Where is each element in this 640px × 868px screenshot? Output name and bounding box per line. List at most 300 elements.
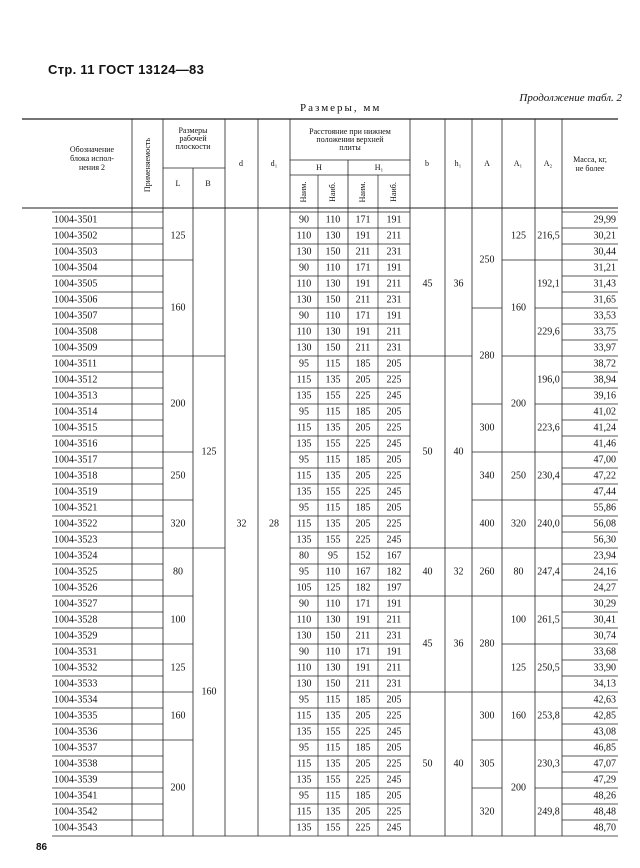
designation-cell: 1004-3541	[54, 790, 98, 802]
designation-cell: 1004-3513	[54, 390, 98, 402]
sizes-caption: Размеры, мм	[300, 102, 382, 114]
h1-max-cell: 245	[386, 534, 402, 546]
h1-max-cell: 245	[386, 390, 402, 402]
d-header: d	[239, 158, 243, 168]
mass-cell: 30,29	[593, 598, 616, 610]
L-value: 250	[170, 470, 186, 482]
h1-max-cell: 225	[386, 806, 402, 818]
h1-max-cell: 182	[386, 566, 402, 578]
work-surface-header: Размеры	[178, 125, 208, 135]
h-min-cell: 130	[296, 342, 312, 354]
max-header: Наиб.	[327, 182, 337, 202]
H1-header: H₁	[374, 162, 384, 172]
h1-min-cell: 211	[355, 294, 371, 306]
h1-max-cell: 225	[386, 518, 402, 530]
h1-min-cell: 191	[355, 662, 371, 674]
mass-cell: 31,21	[593, 262, 616, 274]
h1-min-cell: 185	[355, 742, 371, 754]
h-min-cell: 90	[299, 310, 309, 322]
h-max-cell: 95	[328, 550, 338, 562]
designation-cell: 1004-3511	[54, 358, 97, 370]
h1-min-cell: 185	[355, 358, 371, 370]
h-max-cell: 155	[325, 390, 341, 402]
h-min-cell: 115	[296, 710, 312, 722]
mass-cell: 42,63	[593, 694, 616, 706]
h-max-cell: 150	[325, 678, 341, 690]
A-value: 280	[479, 638, 495, 650]
h-max-cell: 115	[325, 790, 341, 802]
designation-cell: 1004-3501	[54, 214, 98, 226]
A-value: 300	[479, 422, 495, 434]
designation-cell: 1004-3505	[54, 278, 98, 290]
h1-max-cell: 205	[386, 454, 402, 466]
A-value: 300	[479, 710, 495, 722]
h1-min-cell: 152	[355, 550, 371, 562]
h-max-cell: 135	[325, 422, 341, 434]
h-max-cell: 110	[325, 214, 341, 226]
h-min-cell: 135	[296, 534, 312, 546]
h1-max-cell: 211	[386, 662, 402, 674]
h1-max-cell: 225	[386, 374, 402, 386]
A2-value: 196,0	[537, 374, 560, 386]
B-value: 125	[201, 446, 217, 458]
A2-header: A₂	[543, 158, 553, 168]
h1-value: 32	[453, 566, 464, 578]
designation-cell: 1004-3514	[54, 406, 98, 418]
h1-max-cell: 197	[386, 582, 402, 594]
min-header: Наим.	[357, 181, 367, 203]
h1-max-cell: 211	[386, 326, 402, 338]
h1-max-cell: 191	[386, 214, 402, 226]
h1-min-cell: 205	[355, 518, 371, 530]
designation-cell: 1004-3522	[54, 518, 98, 530]
mass-cell: 33,90	[593, 662, 616, 674]
A1-value: 200	[511, 398, 526, 410]
h1-min-cell: 211	[355, 678, 371, 690]
h1-min-cell: 185	[355, 502, 371, 514]
h-min-cell: 130	[296, 630, 312, 642]
work-surface-header: рабочей	[179, 133, 207, 143]
h-min-cell: 95	[299, 566, 309, 578]
A1-value: 320	[511, 518, 526, 530]
h-min-cell: 115	[296, 470, 312, 482]
h-max-cell: 110	[325, 598, 341, 610]
h-min-cell: 135	[296, 390, 312, 402]
mass-header: не более	[575, 163, 605, 173]
mass-cell: 38,94	[593, 374, 616, 386]
h-min-cell: 110	[296, 230, 312, 242]
h-min-cell: 135	[296, 726, 312, 738]
h-max-cell: 150	[325, 342, 341, 354]
designation-cell: 1004-3518	[54, 470, 98, 482]
A1-value: 100	[511, 614, 526, 626]
h1-max-cell: 231	[386, 342, 402, 354]
A2-value: 261,5	[537, 614, 560, 626]
h1-max-cell: 205	[386, 742, 402, 754]
h-max-cell: 115	[325, 358, 341, 370]
mass-cell: 33,68	[593, 646, 616, 658]
h-max-cell: 115	[325, 406, 341, 418]
h-max-cell: 115	[325, 742, 341, 754]
h1-min-cell: 211	[355, 630, 371, 642]
designation-cell: 1004-3515	[54, 422, 98, 434]
h1-max-cell: 211	[386, 230, 402, 242]
b-value: 45	[422, 278, 433, 290]
h1-max-cell: 211	[386, 278, 402, 290]
L-value: 100	[170, 614, 186, 626]
h-min-cell: 95	[299, 502, 309, 514]
h1-max-cell: 205	[386, 406, 402, 418]
h1-max-cell: 205	[386, 790, 402, 802]
h1-max-cell: 205	[386, 502, 402, 514]
h-min-cell: 95	[299, 742, 309, 754]
h1-max-cell: 211	[386, 614, 402, 626]
designation-header: блока испол-	[70, 153, 114, 163]
mass-cell: 30,74	[593, 630, 616, 642]
h1-max-cell: 231	[386, 294, 402, 306]
h-max-cell: 135	[325, 710, 341, 722]
designation-cell: 1004-3528	[54, 614, 98, 626]
h1-max-cell: 225	[386, 422, 402, 434]
h1-min-cell: 185	[355, 790, 371, 802]
h1-min-cell: 205	[355, 806, 371, 818]
mass-cell: 23,94	[593, 550, 616, 562]
designation-cell: 1004-3507	[54, 310, 98, 322]
designation-cell: 1004-3535	[54, 710, 98, 722]
L-value: 160	[170, 302, 186, 314]
h-min-cell: 115	[296, 518, 312, 530]
applicability-header: Применяемость	[142, 137, 152, 193]
h1-min-cell: 225	[355, 390, 371, 402]
h-max-cell: 150	[325, 294, 341, 306]
designation-cell: 1004-3502	[54, 230, 98, 242]
h-max-cell: 130	[325, 614, 341, 626]
h1-max-cell: 205	[386, 358, 402, 370]
h1-max-cell: 245	[386, 822, 402, 834]
h-min-cell: 130	[296, 246, 312, 258]
h-max-cell: 110	[325, 262, 341, 274]
h1-min-cell: 167	[355, 566, 371, 578]
h-min-cell: 95	[299, 454, 309, 466]
L-value: 160	[170, 710, 186, 722]
designation-cell: 1004-3509	[54, 342, 98, 354]
h1-min-cell: 171	[355, 646, 371, 658]
mass-cell: 33,53	[593, 310, 616, 322]
h1-header: h₁	[454, 158, 462, 168]
h-min-cell: 135	[296, 438, 312, 450]
designation-cell: 1004-3503	[54, 246, 98, 258]
h1-min-cell: 225	[355, 822, 371, 834]
designation-cell: 1004-3516	[54, 438, 98, 450]
h-max-cell: 155	[325, 438, 341, 450]
h1-max-cell: 191	[386, 262, 402, 274]
A-value: 280	[479, 350, 495, 362]
h-min-cell: 90	[299, 214, 309, 226]
mass-cell: 41,24	[593, 422, 616, 434]
mass-cell: 31,43	[593, 278, 616, 290]
h1-max-cell: 225	[386, 758, 402, 770]
A2-value: 247,4	[537, 566, 560, 578]
distance-header: Расстояние при нижнем	[309, 126, 391, 136]
A2-value: 192,1	[537, 278, 560, 290]
h-min-cell: 135	[296, 774, 312, 786]
L-value: 80	[173, 566, 183, 578]
mass-cell: 41,46	[593, 438, 616, 450]
designation-header: нения 2	[78, 162, 106, 172]
h1-max-cell: 245	[386, 726, 402, 738]
mass-cell: 24,16	[593, 566, 616, 578]
mass-cell: 30,44	[593, 246, 616, 258]
mass-cell: 47,44	[593, 486, 616, 498]
h1-max-cell: 245	[386, 774, 402, 786]
h1-max-cell: 245	[386, 438, 402, 450]
page-header: Стр. 11 ГОСТ 13124—83	[48, 62, 205, 77]
d-value: 32	[236, 518, 247, 530]
h1-min-cell: 191	[355, 278, 371, 290]
h-min-cell: 130	[296, 294, 312, 306]
mass-cell: 41,02	[593, 406, 616, 418]
mass-cell: 47,00	[593, 454, 616, 466]
h-max-cell: 155	[325, 774, 341, 786]
H-header: H	[316, 162, 322, 172]
A1-value: 160	[511, 302, 526, 314]
distance-header: положении верхней	[316, 134, 384, 144]
A1-value: 250	[511, 470, 526, 482]
h1-max-cell: 191	[386, 646, 402, 658]
h1-max-cell: 245	[386, 486, 402, 498]
mass-cell: 43,08	[593, 726, 616, 738]
h1-max-cell: 225	[386, 710, 402, 722]
h1-min-cell: 205	[355, 470, 371, 482]
h1-max-cell: 167	[386, 550, 402, 562]
h-max-cell: 135	[325, 806, 341, 818]
h-min-cell: 110	[296, 278, 312, 290]
A1-value: 160	[511, 710, 526, 722]
A2-value: 229,6	[537, 326, 560, 338]
L-value: 320	[170, 518, 186, 530]
mass-cell: 33,97	[593, 342, 616, 354]
A-value: 320	[479, 806, 495, 818]
h-max-cell: 125	[325, 582, 341, 594]
h1-min-cell: 191	[355, 230, 371, 242]
h-min-cell: 95	[299, 358, 309, 370]
mass-cell: 48,70	[593, 822, 616, 834]
designation-cell: 1004-3533	[54, 678, 98, 690]
h-min-cell: 115	[296, 758, 312, 770]
A2-value: 249,8	[537, 806, 560, 818]
designation-cell: 1004-3506	[54, 294, 98, 306]
min-header: Наим.	[298, 181, 308, 203]
designation-cell: 1004-3542	[54, 806, 98, 818]
h1-min-cell: 205	[355, 422, 371, 434]
h-max-cell: 155	[325, 822, 341, 834]
mass-cell: 30,21	[593, 230, 616, 242]
A1-header: A₁	[513, 158, 523, 168]
designation-cell: 1004-3521	[54, 502, 98, 514]
h1-min-cell: 171	[355, 598, 371, 610]
b-value: 45	[422, 638, 433, 650]
h-max-cell: 150	[325, 246, 341, 258]
h1-value: 40	[453, 446, 464, 458]
B-value: 160	[201, 686, 217, 698]
A2-value: 230,3	[537, 758, 560, 770]
A1-value: 125	[511, 230, 526, 242]
A2-value: 216,5	[537, 230, 560, 242]
designation-cell: 1004-3534	[54, 694, 98, 706]
h1-value: 40	[453, 758, 464, 770]
L-value: 200	[170, 782, 186, 794]
h-max-cell: 130	[325, 662, 341, 674]
h-min-cell: 95	[299, 406, 309, 418]
h-min-cell: 115	[296, 374, 312, 386]
L-value: 200	[170, 398, 186, 410]
designation-cell: 1004-3532	[54, 662, 98, 674]
h-max-cell: 130	[325, 230, 341, 242]
h1-max-cell: 191	[386, 598, 402, 610]
h-min-cell: 135	[296, 822, 312, 834]
A1-value: 200	[511, 782, 526, 794]
distance-header: плиты	[339, 142, 361, 152]
h-min-cell: 110	[296, 662, 312, 674]
h1-max-cell: 231	[386, 246, 402, 258]
designation-cell: 1004-3526	[54, 582, 98, 594]
mass-cell: 31,65	[593, 294, 616, 306]
h-max-cell: 135	[325, 374, 341, 386]
A2-value: 223,6	[537, 422, 560, 434]
A-value: 400	[479, 518, 495, 530]
h-max-cell: 135	[325, 758, 341, 770]
h1-min-cell: 171	[355, 262, 371, 274]
h1-min-cell: 171	[355, 310, 371, 322]
h-max-cell: 130	[325, 278, 341, 290]
h1-value: 36	[453, 638, 464, 650]
A-value: 305	[479, 758, 495, 770]
h-min-cell: 110	[296, 326, 312, 338]
h-min-cell: 115	[296, 806, 312, 818]
h-min-cell: 115	[296, 422, 312, 434]
b-value: 50	[422, 446, 433, 458]
mass-cell: 46,85	[593, 742, 616, 754]
mass-cell: 24,27	[593, 582, 616, 594]
h-min-cell: 135	[296, 486, 312, 498]
continuation-note: Продолжение табл. 2	[519, 92, 622, 104]
h1-max-cell: 205	[386, 694, 402, 706]
designation-cell: 1004-3525	[54, 566, 98, 578]
page-number: 86	[36, 842, 48, 853]
designation-cell: 1004-3523	[54, 534, 98, 546]
h1-max-cell: 191	[386, 310, 402, 322]
h-max-cell: 130	[325, 326, 341, 338]
designation-cell: 1004-3524	[54, 550, 98, 562]
h1-value: 36	[453, 278, 464, 290]
B-header: B	[205, 178, 211, 188]
h-min-cell: 105	[296, 582, 312, 594]
A1-value: 125	[511, 662, 526, 674]
h1-min-cell: 182	[355, 582, 371, 594]
designation-cell: 1004-3539	[54, 774, 98, 786]
h1-min-cell: 185	[355, 406, 371, 418]
h-max-cell: 115	[325, 502, 341, 514]
L-value: 125	[170, 230, 186, 242]
h1-max-cell: 225	[386, 470, 402, 482]
h-min-cell: 90	[299, 646, 309, 658]
designation-cell: 1004-3543	[54, 822, 98, 834]
A1-value: 80	[513, 566, 524, 578]
h-min-cell: 130	[296, 678, 312, 690]
max-header: Наиб.	[388, 182, 398, 202]
A-value: 340	[479, 470, 495, 482]
mass-cell: 42,85	[593, 710, 616, 722]
h1-min-cell: 225	[355, 438, 371, 450]
mass-cell: 39,16	[593, 390, 616, 402]
h-max-cell: 155	[325, 486, 341, 498]
h1-min-cell: 185	[355, 694, 371, 706]
h1-max-cell: 231	[386, 678, 402, 690]
mass-cell: 29,99	[593, 214, 616, 226]
mass-header: Масса, кг,	[573, 154, 607, 164]
designation-cell: 1004-3504	[54, 262, 98, 274]
b-value: 50	[422, 758, 433, 770]
h1-min-cell: 191	[355, 614, 371, 626]
h1-min-cell: 185	[355, 454, 371, 466]
b-value: 40	[422, 566, 433, 578]
mass-cell: 48,26	[593, 790, 616, 802]
h-min-cell: 95	[299, 790, 309, 802]
mass-cell: 30,41	[593, 614, 616, 626]
h-max-cell: 110	[325, 646, 341, 658]
L-value: 125	[170, 662, 186, 674]
h1-max-cell: 231	[386, 630, 402, 642]
L-header: L	[175, 178, 181, 188]
h-max-cell: 110	[325, 566, 341, 578]
h-min-cell: 95	[299, 694, 309, 706]
h-min-cell: 80	[299, 550, 309, 562]
A-header: A	[484, 158, 490, 168]
h1-min-cell: 225	[355, 774, 371, 786]
h1-min-cell: 191	[355, 326, 371, 338]
h-max-cell: 115	[325, 694, 341, 706]
h1-min-cell: 225	[355, 486, 371, 498]
A2-value: 240,0	[537, 518, 560, 530]
work-surface-header: плоскости	[175, 141, 211, 151]
designation-cell: 1004-3517	[54, 454, 98, 466]
A2-value: 253,8	[537, 710, 560, 722]
designation-header: Обозначение	[69, 144, 115, 154]
mass-cell: 55,86	[593, 502, 616, 514]
mass-cell: 47,29	[593, 774, 616, 786]
designation-cell: 1004-3536	[54, 726, 98, 738]
A-value: 250	[479, 254, 495, 266]
A2-value: 250,5	[537, 662, 560, 674]
A2-value: 230,4	[537, 470, 560, 482]
h-max-cell: 110	[325, 310, 341, 322]
h-max-cell: 150	[325, 630, 341, 642]
mass-cell: 38,72	[593, 358, 616, 370]
h-max-cell: 135	[325, 470, 341, 482]
h1-min-cell: 205	[355, 710, 371, 722]
b-header: b	[425, 158, 429, 168]
h1-min-cell: 205	[355, 374, 371, 386]
h-max-cell: 155	[325, 726, 341, 738]
designation-cell: 1004-3537	[54, 742, 98, 754]
designation-cell: 1004-3538	[54, 758, 98, 770]
designation-cell: 1004-3531	[54, 646, 98, 658]
designation-cell: 1004-3519	[54, 486, 98, 498]
h-min-cell: 90	[299, 598, 309, 610]
designation-cell: 1004-3508	[54, 326, 98, 338]
h1-min-cell: 211	[355, 342, 371, 354]
h-min-cell: 110	[296, 614, 312, 626]
